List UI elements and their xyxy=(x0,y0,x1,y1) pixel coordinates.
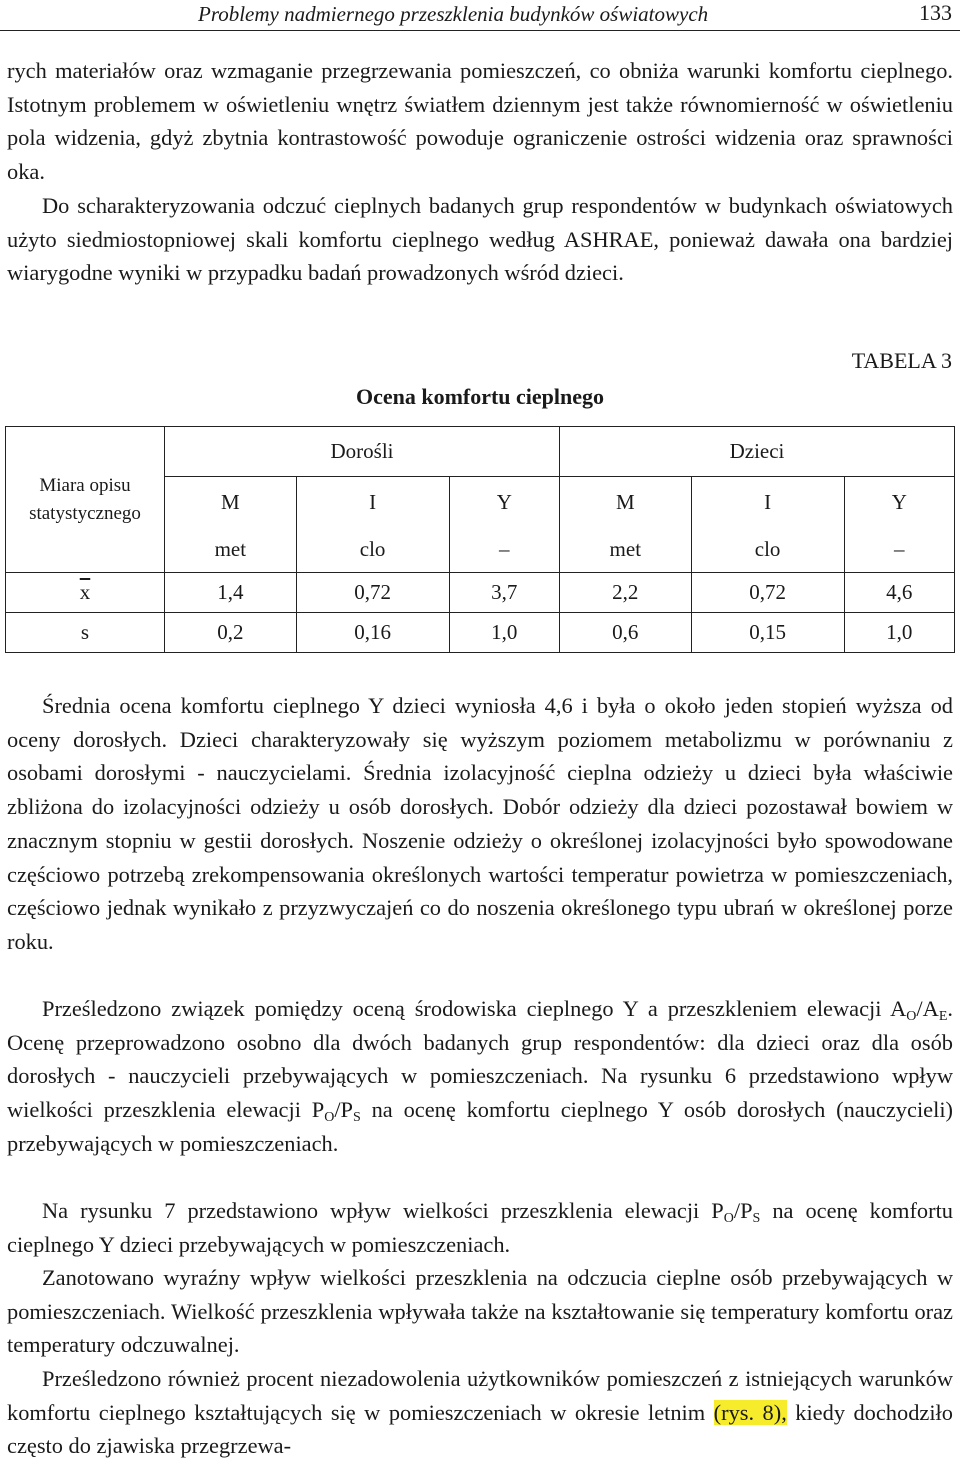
paragraph-continued: rych materiałów oraz wzmaganie przegrzewania pomieszczeń, co obniża warunki komfortu cieplnego. Istotnym problemem w oświetleniu wnętrz światłem dziennym jest także równomierność w oświetleniu pola widzenia, gdyż zbytnia kontrastowość powoduje ograniczenie ostrości widzenia oraz sprawności oka. xyxy=(7,58,953,185)
symbol-cell: Y xyxy=(449,477,559,528)
table-cell: 0,2 xyxy=(165,613,297,653)
symbol-cell: Y xyxy=(844,477,954,528)
paragraph-glazing-effect: Zanotowano wyraźny wpływ wielkości przeszklenia na odczucia cieplne osób przebywających w pomieszczeniach. Wielkość przeszklenia wpływała także na kształtowanie się temperatury komfortu oraz temperatury odczuwalnej. xyxy=(7,1265,953,1358)
unit-cell: – xyxy=(449,527,559,573)
table-cell: 0,72 xyxy=(296,573,449,613)
group-adults: Dorośli xyxy=(165,427,560,477)
row-header-cell: Miara opisu statystycznego xyxy=(6,427,165,573)
running-title: Problemy nadmiernego przeszklenia budynków oświatowych xyxy=(198,2,709,26)
paragraph-ashrae: Do scharakteryzowania odczuć cieplnych badanych grup respondentów w budynkach oświatowych użyto siedmiostopniowej skali komfortu cieplnego według ASHRAE, ponieważ dawała ona bardziej wiarygodne wyniki w przypadku badań prowadzonych wśród dzieci. xyxy=(7,193,953,286)
table-cell: 0,6 xyxy=(559,613,691,653)
symbol-cell: I xyxy=(691,477,844,528)
symbol-cell: I xyxy=(296,477,449,528)
unit-cell: met xyxy=(165,527,297,573)
table-cell: 3,7 xyxy=(449,573,559,613)
table-cell: 1,4 xyxy=(165,573,297,613)
unit-cell: clo xyxy=(296,527,449,573)
table-cell: 4,6 xyxy=(844,573,954,613)
group-children: Dzieci xyxy=(559,427,954,477)
thermal-comfort-table xyxy=(5,426,955,653)
table-cell: 1,0 xyxy=(844,613,954,653)
paragraph-dissatisfaction: Prześledzono również procent niezadowolenia użytkowników pomieszczeń z istniejących warunków komfortu cieplnego kształtujących się w pomieszczeniach w okresie letnim (rys. 8), kiedy dochodziło często do zjawiska przegrzewa- xyxy=(7,1366,953,1459)
table-title: Ocena komfortu cieplnego xyxy=(355,384,605,409)
page-number: 133 xyxy=(919,0,952,25)
paragraph-glazing-relation: Prześledzono związek pomiędzy oceną środowiska cieplnego Y a przeszkleniem elewacji $A_O/A_E$. Ocenę przeprowadzono osobno dla dwóch badanych grup respondentów: dla dzieci oraz dla osób dorosłych - nauczycieli przebywających w pomieszczeniach. Na rysunku 6 przedstawiono wpływ wielkości przeszklenia elewacji $P_O/P_S$ na ocenę komfortu cieplnego Y osób dorosłych (nauczycieli) przebywających w pomieszczeniach. xyxy=(7,996,953,1156)
symbol-cell: M xyxy=(165,477,297,528)
unit-cell: – xyxy=(844,527,954,573)
table-cell: 2,2 xyxy=(559,573,691,613)
unit-cell: clo xyxy=(691,527,844,573)
unit-cell: met xyxy=(559,527,691,573)
paragraph-results: Średnia ocena komfortu cieplnego Y dzieci wyniosła 4,6 i była o około jeden stopień wyższa od oceny dorosłych. Dzieci charakteryzowały się wyższym poziomem metabolizmu w porównaniu z osobami dorosłymi - nauczycielami. Średnia izolacyjność cieplna odzieży u dzieci była właściwie zbliżona do izolacyjności odzieży u osób dorosłych. Dobór odzieży dla dzieci pozostawał bowiem w znacznym stopniu w gestii dorosłych. Noszenie odzieży o określonej izolacyjności było spowodowane częściowo potrzebą zrekompensowania określonych wartości temperatur powietrza w pomieszczeniach, częściowo jednak wynikało z przyzwyczajeń co do noszenia określonego typu ubrań w określonej porze roku. xyxy=(7,693,953,954)
table-cell: 1,0 xyxy=(449,613,559,653)
row-label-std: s xyxy=(6,613,165,653)
table-label: TABELA 3 xyxy=(851,348,952,373)
table-cell: 0,72 xyxy=(691,573,844,613)
table-row xyxy=(6,613,955,653)
table-row xyxy=(6,573,955,613)
page-header xyxy=(0,0,960,31)
symbol-cell: M xyxy=(559,477,691,528)
figure-8-link[interactable]: (rys. 8), xyxy=(713,1399,787,1425)
paragraph-figure7: Na rysunku 7 przedstawiono wpływ wielkości przeszklenia elewacji $P_O/P_S$ na ocenę komfortu cieplnego Y dzieci przebywających w pomieszczeniach. xyxy=(7,1198,953,1257)
table-cell: 0,16 xyxy=(296,613,449,653)
row-label-mean: $\overline{x}$ xyxy=(6,573,165,613)
table-cell: 0,15 xyxy=(691,613,844,653)
